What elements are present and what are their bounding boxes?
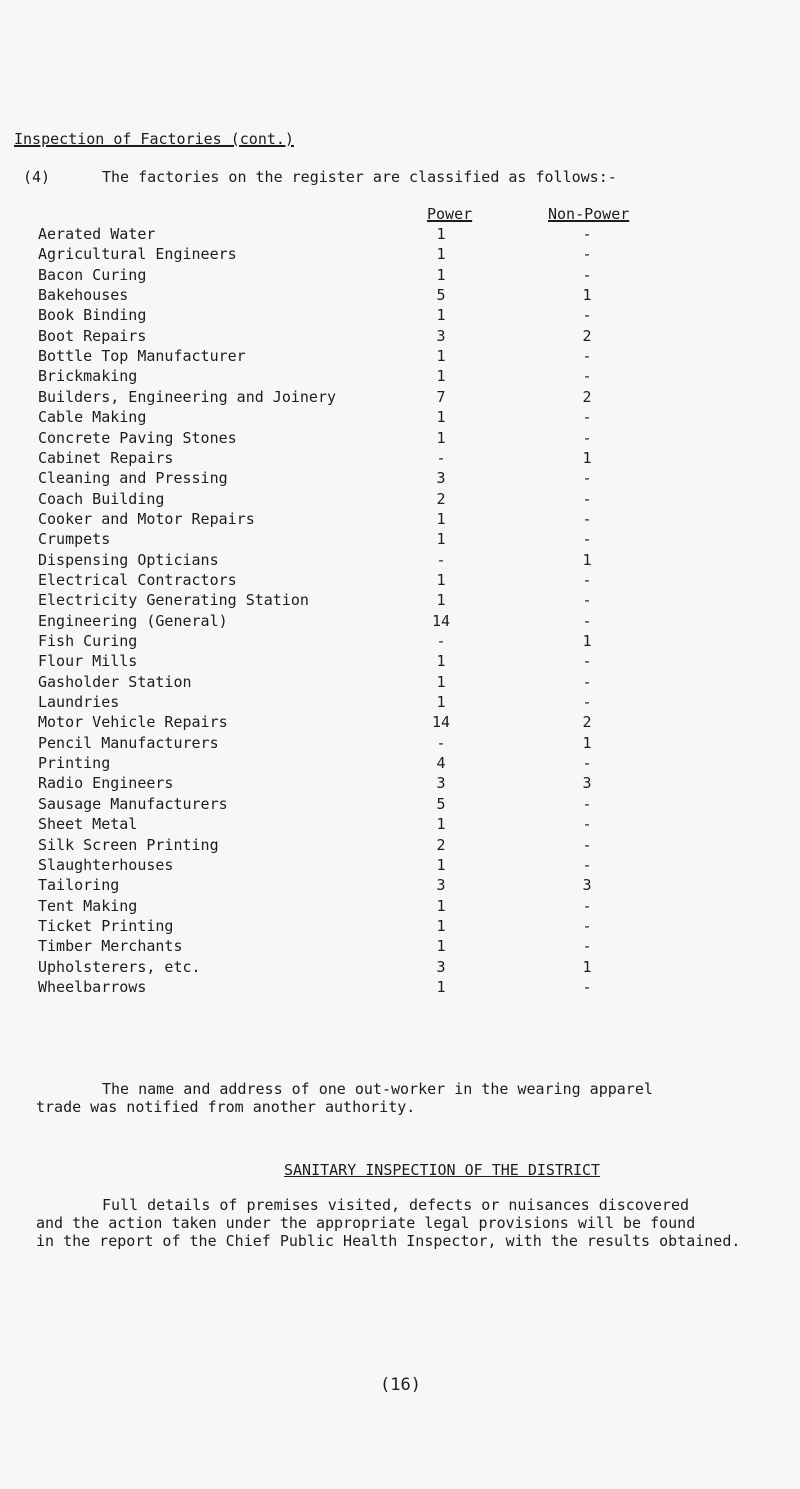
factory-type: Electricity Generating Station (38, 591, 309, 610)
power-count: 4 (436, 754, 446, 773)
table-row (0, 286, 800, 307)
factory-type: Flour Mills (38, 652, 138, 671)
non-power-count: - (582, 469, 592, 488)
factory-type: Slaughterhouses (38, 855, 174, 874)
page-heading: Inspection of Factories (cont.) (14, 130, 294, 148)
power-count: 14 (431, 611, 451, 630)
power-count: 3 (436, 774, 446, 793)
power-count: 1 (436, 977, 446, 996)
factory-type: Gasholder Station (38, 672, 192, 691)
table-row (0, 652, 800, 673)
non-power-count: 2 (582, 713, 592, 732)
table-row (0, 754, 800, 775)
table-row (0, 510, 800, 531)
power-count: 7 (436, 387, 446, 406)
power-count: 1 (436, 225, 446, 243)
page-number: (16) (380, 1375, 421, 1395)
power-count: 1 (436, 265, 446, 284)
non-power-count: - (582, 367, 592, 386)
non-power-count: - (582, 896, 592, 915)
non-power-count: - (582, 794, 592, 813)
table-row (0, 734, 800, 755)
table-row (0, 245, 800, 266)
factory-type: Engineering (General) (38, 611, 228, 630)
power-count: 1 (436, 693, 446, 712)
note-line: The name and address of one out-worker in the wearing apparel (102, 1080, 653, 1098)
non-power-count: - (582, 835, 592, 854)
factory-type: Sausage Manufacturers (38, 794, 228, 813)
power-count: 1 (436, 408, 446, 427)
table-row (0, 815, 800, 836)
non-power-count: - (582, 306, 592, 325)
non-power-count: - (582, 672, 592, 691)
table-row (0, 571, 800, 592)
non-power-count: - (582, 977, 592, 996)
power-count: 1 (436, 937, 446, 956)
non-power-count: - (582, 693, 592, 712)
power-count: 3 (436, 876, 446, 895)
table-row (0, 367, 800, 388)
non-power-count: - (582, 916, 592, 935)
factory-type: Tailoring (38, 876, 120, 895)
non-power-count: - (582, 652, 592, 671)
power-count: 14 (431, 713, 451, 732)
non-power-count: - (582, 347, 592, 366)
section-line: and the action taken under the appropriate legal provisions will be found (36, 1214, 696, 1232)
factory-type: Concrete Paving Stones (38, 428, 237, 447)
intro-text: The factories on the register are classified as follows:- (102, 168, 617, 186)
non-power-count: - (582, 509, 592, 528)
table-row (0, 225, 800, 246)
non-power-count: 1 (582, 733, 592, 752)
table-row (0, 612, 800, 633)
power-count: 5 (436, 286, 446, 305)
power-count: - (436, 550, 446, 569)
power-count: 1 (436, 672, 446, 691)
non-power-count: - (582, 530, 592, 549)
non-power-count: - (582, 245, 592, 264)
non-power-count: - (582, 591, 592, 610)
factory-type: Boot Repairs (38, 326, 147, 345)
power-count: 3 (436, 957, 446, 976)
factory-type: Builders, Engineering and Joinery (38, 387, 337, 406)
table-row (0, 774, 800, 795)
factory-type: Bakehouses (38, 286, 129, 305)
factory-type: Electrical Contractors (38, 570, 237, 589)
table-row (0, 490, 800, 511)
factory-type: Book Binding (38, 306, 147, 325)
factory-type: Radio Engineers (38, 774, 174, 793)
table-row (0, 937, 800, 958)
power-count: 1 (436, 591, 446, 610)
non-power-count: - (582, 815, 592, 834)
factory-type: Bacon Curing (38, 265, 147, 284)
non-power-count: - (582, 225, 592, 243)
factory-type: Brickmaking (38, 367, 138, 386)
factory-type: Bottle Top Manufacturer (38, 347, 246, 366)
power-count: 1 (436, 855, 446, 874)
non-power-count: 2 (582, 326, 592, 345)
table-row (0, 795, 800, 816)
factory-type: Tent Making (38, 896, 138, 915)
power-count: 3 (436, 326, 446, 345)
table-row (0, 693, 800, 714)
table-row (0, 917, 800, 938)
factory-type: Printing (38, 754, 111, 773)
factory-type: Fish Curing (38, 632, 138, 650)
power-count: - (436, 448, 446, 467)
non-power-count: 3 (582, 774, 592, 793)
factory-type: Sheet Metal (38, 815, 138, 834)
non-power-count: - (582, 428, 592, 447)
factory-type: Cable Making (38, 408, 147, 427)
table-row (0, 897, 800, 918)
power-count: 1 (436, 509, 446, 528)
non-power-count: - (582, 855, 592, 874)
power-count: 2 (436, 835, 446, 854)
non-power-count: - (582, 265, 592, 284)
table-row (0, 408, 800, 429)
factory-type: Crumpets (38, 530, 111, 549)
factory-type: Timber Merchants (38, 937, 183, 956)
note-line: trade was notified from another authority. (36, 1098, 416, 1116)
non-power-count: - (582, 937, 592, 956)
non-power-count: 3 (582, 876, 592, 895)
table-row (0, 978, 800, 999)
section-line: in the report of the Chief Public Health Inspector, with the results obtained. (36, 1232, 741, 1250)
table-row (0, 836, 800, 857)
factory-type: Aerated Water (38, 225, 156, 243)
table-row (0, 713, 800, 734)
item-number: (4) (23, 168, 51, 186)
power-count: 1 (436, 916, 446, 935)
non-power-count: - (582, 611, 592, 630)
section-body (36, 1196, 740, 1250)
power-count: 1 (436, 896, 446, 915)
power-count: 3 (436, 469, 446, 488)
table-row (0, 958, 800, 979)
non-power-count: - (582, 489, 592, 508)
non-power-count: - (582, 570, 592, 589)
power-count: 1 (436, 652, 446, 671)
factory-type: Cleaning and Pressing (38, 469, 228, 488)
section-line: Full details of premises visited, defects or nuisances discovered (102, 1196, 689, 1214)
factory-type: Dispensing Opticians (38, 550, 219, 569)
table-row (0, 551, 800, 572)
table-row (0, 266, 800, 287)
factory-type: Cooker and Motor Repairs (38, 509, 255, 528)
table-row (0, 591, 800, 612)
factory-type: Wheelbarrows (38, 977, 147, 996)
factory-type: Silk Screen Printing (38, 835, 219, 854)
power-count: 5 (436, 794, 446, 813)
table-row (0, 530, 800, 551)
power-count: 1 (436, 815, 446, 834)
non-power-count: 1 (582, 632, 592, 650)
table-row (0, 632, 800, 653)
non-power-count: - (582, 408, 592, 427)
power-count: 1 (436, 367, 446, 386)
power-count: 1 (436, 530, 446, 549)
table-row (0, 388, 800, 409)
power-count: 1 (436, 428, 446, 447)
table-row (0, 306, 800, 327)
section-title: SANITARY INSPECTION OF THE DISTRICT (284, 1161, 601, 1179)
non-power-count: 2 (582, 387, 592, 406)
power-count: - (436, 632, 446, 650)
factory-type: Motor Vehicle Repairs (38, 713, 228, 732)
power-count: 1 (436, 306, 446, 325)
out-worker-note (36, 1080, 653, 1116)
power-count: 1 (436, 347, 446, 366)
non-power-count: 1 (582, 286, 592, 305)
power-count: - (436, 733, 446, 752)
table-row (0, 856, 800, 877)
power-count: 2 (436, 489, 446, 508)
column-header-non-power: Non-Power (548, 205, 630, 223)
table-row (0, 876, 800, 897)
power-count: 1 (436, 245, 446, 264)
power-count: 1 (436, 570, 446, 589)
factory-type: Coach Building (38, 489, 165, 508)
non-power-count: 1 (582, 448, 592, 467)
non-power-count: - (582, 754, 592, 773)
factory-type: Laundries (38, 693, 120, 712)
column-header-power: Power (427, 205, 473, 223)
factory-type: Ticket Printing (38, 916, 174, 935)
table-row (0, 347, 800, 368)
factory-type: Agricultural Engineers (38, 245, 237, 264)
factory-type: Pencil Manufacturers (38, 733, 219, 752)
table-row (0, 327, 800, 348)
non-power-count: 1 (582, 550, 592, 569)
table-row (0, 449, 800, 470)
factory-type: Cabinet Repairs (38, 448, 174, 467)
table-row (0, 673, 800, 694)
table-row (0, 429, 800, 450)
non-power-count: 1 (582, 957, 592, 976)
factory-type: Upholsterers, etc. (38, 957, 201, 976)
table-row (0, 469, 800, 490)
